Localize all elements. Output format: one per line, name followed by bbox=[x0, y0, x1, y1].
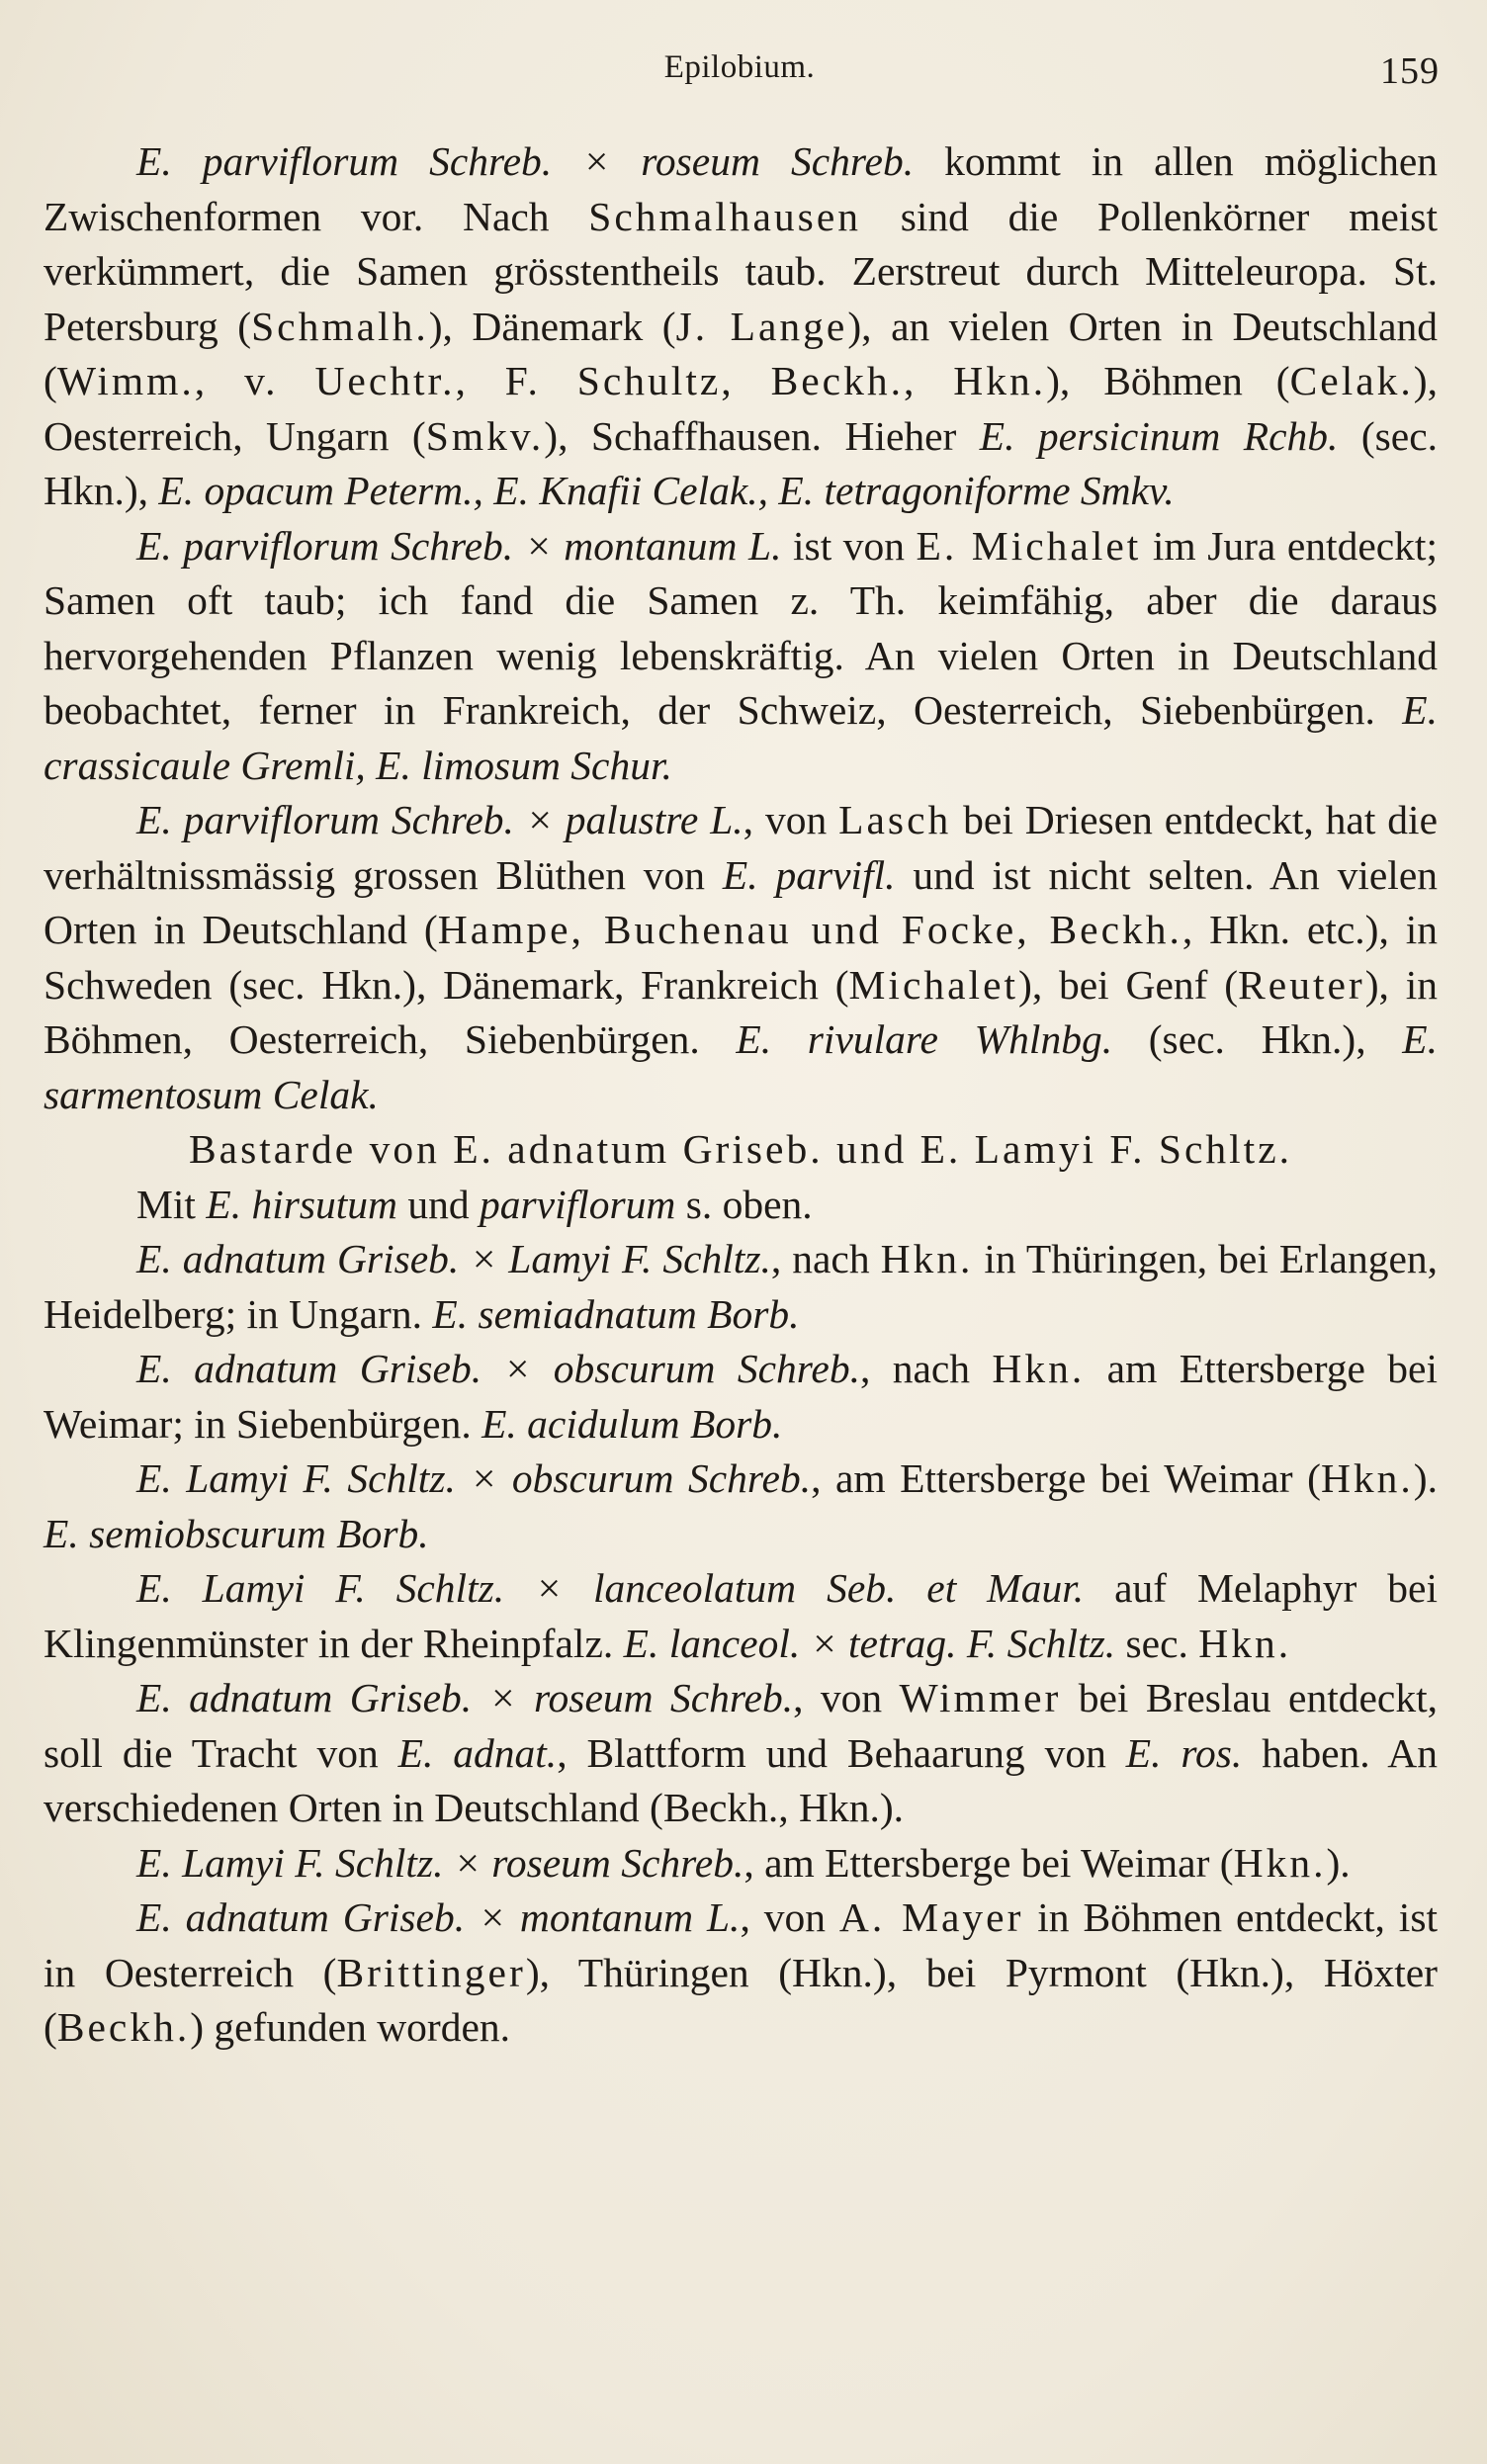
text-run: ). bbox=[1326, 1839, 1351, 1886]
text-run: , Hkn. etc.), in Schweden (sec. Hkn.), Dänemark, Frankreich ( bbox=[44, 907, 1439, 1008]
text-run: in Böhmen entdeckt, ist in Oesterreich ( bbox=[44, 1894, 1439, 1995]
species-name: E. persicinum Rchb. bbox=[979, 412, 1339, 459]
text-run: haben. An verschiedenen Orten in Deutschland (Beckh., Hkn.). bbox=[44, 1729, 1438, 1830]
text-run: , von bbox=[743, 797, 839, 842]
species-name: E. adnat. bbox=[397, 1729, 558, 1776]
text-run: ), Dänemark ( bbox=[428, 303, 676, 349]
text-run: am Ettersberge bei Weimar; in Siebenbürgen. bbox=[44, 1346, 1439, 1447]
spaced-name: E. Michalet bbox=[916, 522, 1142, 569]
text-run: in Thüringen, bei Erlangen, Heidelberg; in Ungarn. bbox=[44, 1236, 1438, 1337]
text-run: s. oben. bbox=[675, 1181, 813, 1227]
running-header bbox=[40, 44, 1440, 103]
text-run: ), Oesterreich, Ungarn ( bbox=[44, 358, 1438, 459]
species-name: E. adnatum Griseb. × montanum L. bbox=[136, 1894, 741, 1940]
species-name: E. lanceol. × tetrag. F. Schltz. bbox=[623, 1620, 1116, 1666]
text-run: , von bbox=[740, 1894, 839, 1940]
spaced-name: Smkv. bbox=[425, 412, 545, 459]
spaced-name: Hampe, Buchenau und Focke, Beckh. bbox=[437, 907, 1182, 952]
spaced-name: Hkn. bbox=[1198, 1620, 1292, 1666]
species-name: E. adnatum Griseb. × obscurum Schreb. bbox=[136, 1346, 860, 1391]
paragraph bbox=[44, 1561, 1438, 1671]
species-name: E. parviflorum Schreb. × palustre L. bbox=[136, 797, 744, 842]
spaced-name: Wimm., v. Uechtr., F. Schultz, Beckh., Hkn. bbox=[56, 358, 1047, 403]
species-name: E. parviflorum Schreb. × montanum L. bbox=[136, 522, 782, 569]
text-run: ), bei Genf ( bbox=[1018, 961, 1239, 1008]
text-run: ). bbox=[1413, 1455, 1438, 1501]
spaced-name: Reuter bbox=[1238, 961, 1365, 1008]
paragraph bbox=[44, 1671, 1438, 1836]
text-run: , am Ettersberge bei Weimar ( bbox=[811, 1455, 1321, 1501]
spaced-name: Beckh. bbox=[56, 2004, 191, 2050]
text-run: kommt in allen möglichen Zwischenformen vor. Nach bbox=[44, 138, 1438, 239]
running-title: Epilobium. bbox=[663, 49, 816, 85]
spaced-name: Lasch bbox=[838, 797, 952, 842]
spaced-name: Bastarde von E. adnatum Griseb. und E. Lamyi F. Schltz. bbox=[189, 1126, 1292, 1172]
species-name: E. Lamyi F. Schltz. × obscurum Schreb. bbox=[136, 1455, 812, 1501]
paragraph bbox=[44, 1452, 1438, 1561]
spaced-name: Brittinger bbox=[336, 1949, 526, 1995]
text-run: und bbox=[397, 1181, 481, 1227]
species-name: E. parvifl. bbox=[722, 851, 896, 898]
text-run: sind die Pollenkörner meist verkümmert, die Samen grösstentheils taub. Zerstreut durch Mitteleuropa. St. Petersburg ( bbox=[44, 193, 1438, 349]
paragraph bbox=[44, 1836, 1438, 1892]
species-name: E. Lamyi F. Schltz. × lanceolatum Seb. et Maur. bbox=[136, 1565, 1085, 1611]
spaced-name: Hkn. bbox=[880, 1236, 974, 1281]
text-run: ), Thüringen (Hkn.), bei Pyrmont (Hkn.), Höxter ( bbox=[44, 1949, 1438, 2050]
species-name: E. sarmentosum Celak. bbox=[44, 1016, 1438, 1117]
page-body-text bbox=[44, 134, 1438, 2056]
text-run: ), an vielen Orten in Deutschland ( bbox=[44, 303, 1438, 403]
spaced-name: Celak. bbox=[1289, 358, 1414, 403]
paragraph bbox=[44, 134, 1438, 519]
text-run: (sec. Hkn.), bbox=[44, 412, 1439, 513]
paragraph bbox=[44, 1232, 1438, 1342]
text-run: , von bbox=[793, 1675, 900, 1720]
paragraph bbox=[44, 519, 1438, 794]
spaced-name: Hkn. bbox=[1320, 1455, 1414, 1501]
species-name: E. Lamyi F. Schltz. × roseum Schreb. bbox=[136, 1839, 744, 1886]
text-run: im Jura entdeckt; Samen oft taub; ich fand die Samen z. Th. keimfähig, aber die daraus hervorgehenden Pflanzen wenig lebenskräftig. An vielen Orten in Deutschland beobachtet, ferner in Frankreich, der Schweiz, Oesterreich, Siebenbürgen. bbox=[44, 522, 1438, 733]
text-run: ) gefunden worden. bbox=[190, 2004, 511, 2050]
species-name: E. adnatum Griseb. × Lamyi F. Schltz. bbox=[136, 1236, 771, 1281]
text-run: ), Schaffhausen. Hieher bbox=[544, 412, 980, 459]
text-run: auf Melaphyr bei Klingenmünster in der Rheinpfalz. bbox=[44, 1565, 1439, 1666]
text-run: ), in Böhmen, Oesterreich, Siebenbürgen. bbox=[44, 961, 1438, 1062]
text-run: , nach bbox=[859, 1346, 993, 1391]
text-run: ), Böhmen ( bbox=[1046, 358, 1290, 403]
species-name: E. ros. bbox=[1125, 1729, 1243, 1776]
text-run: sec. bbox=[1115, 1620, 1199, 1666]
species-name: E. crassicaule Gremli, E. limosum Schur. bbox=[44, 687, 1438, 788]
text-run: bei Breslau entdeckt, soll die Tracht von bbox=[44, 1675, 1438, 1776]
species-name: E. rivulare Whlnbg. bbox=[736, 1016, 1113, 1062]
spaced-name: Schmalh. bbox=[251, 303, 429, 349]
paragraph bbox=[44, 1178, 1438, 1233]
species-name: parviflorum bbox=[480, 1181, 676, 1227]
spaced-name: A. Mayer bbox=[838, 1894, 1024, 1940]
page-number: 159 bbox=[1380, 50, 1440, 92]
text-run: , Blattform und Behaarung von bbox=[557, 1729, 1126, 1776]
paragraph bbox=[44, 1122, 1438, 1178]
spaced-name: Michalet bbox=[848, 961, 1019, 1008]
species-name: E. acidulum Borb. bbox=[481, 1400, 783, 1447]
spaced-name: J. Lange bbox=[675, 303, 848, 349]
text-run: , am Ettersberge bei Weimar ( bbox=[744, 1839, 1234, 1886]
species-name: E. hirsutum bbox=[206, 1181, 398, 1227]
text-run: , nach bbox=[770, 1236, 881, 1281]
text-run: ist von bbox=[781, 522, 917, 569]
species-name: E. semiobscurum Borb. bbox=[44, 1510, 429, 1556]
spaced-name: Wimmer bbox=[899, 1675, 1062, 1720]
text-run: Mit bbox=[136, 1181, 207, 1227]
text-run: (sec. Hkn.), bbox=[1112, 1016, 1403, 1062]
paragraph bbox=[44, 793, 1438, 1122]
species-name: E. semiadnatum Borb. bbox=[432, 1290, 800, 1337]
text-run: bei Driesen entdeckt, hat die verhältnissmässig grossen Blüthen von bbox=[44, 797, 1438, 898]
spaced-name: Hkn. bbox=[992, 1346, 1086, 1391]
spaced-name: Schmalhausen bbox=[588, 193, 861, 239]
species-name: E. adnatum Griseb. × roseum Schreb. bbox=[136, 1675, 794, 1720]
spaced-name: Hkn. bbox=[1233, 1839, 1327, 1886]
species-name: E. opacum Peterm., E. Knafii Celak., E. tetragoniforme Smkv. bbox=[158, 468, 1175, 513]
paragraph bbox=[44, 1342, 1438, 1452]
species-name: E. parviflorum Schreb. × roseum Schreb. bbox=[136, 138, 915, 184]
paragraph bbox=[44, 1891, 1438, 2056]
text-run: und ist nicht selten. An vielen Orten in Deutschland ( bbox=[44, 851, 1439, 952]
